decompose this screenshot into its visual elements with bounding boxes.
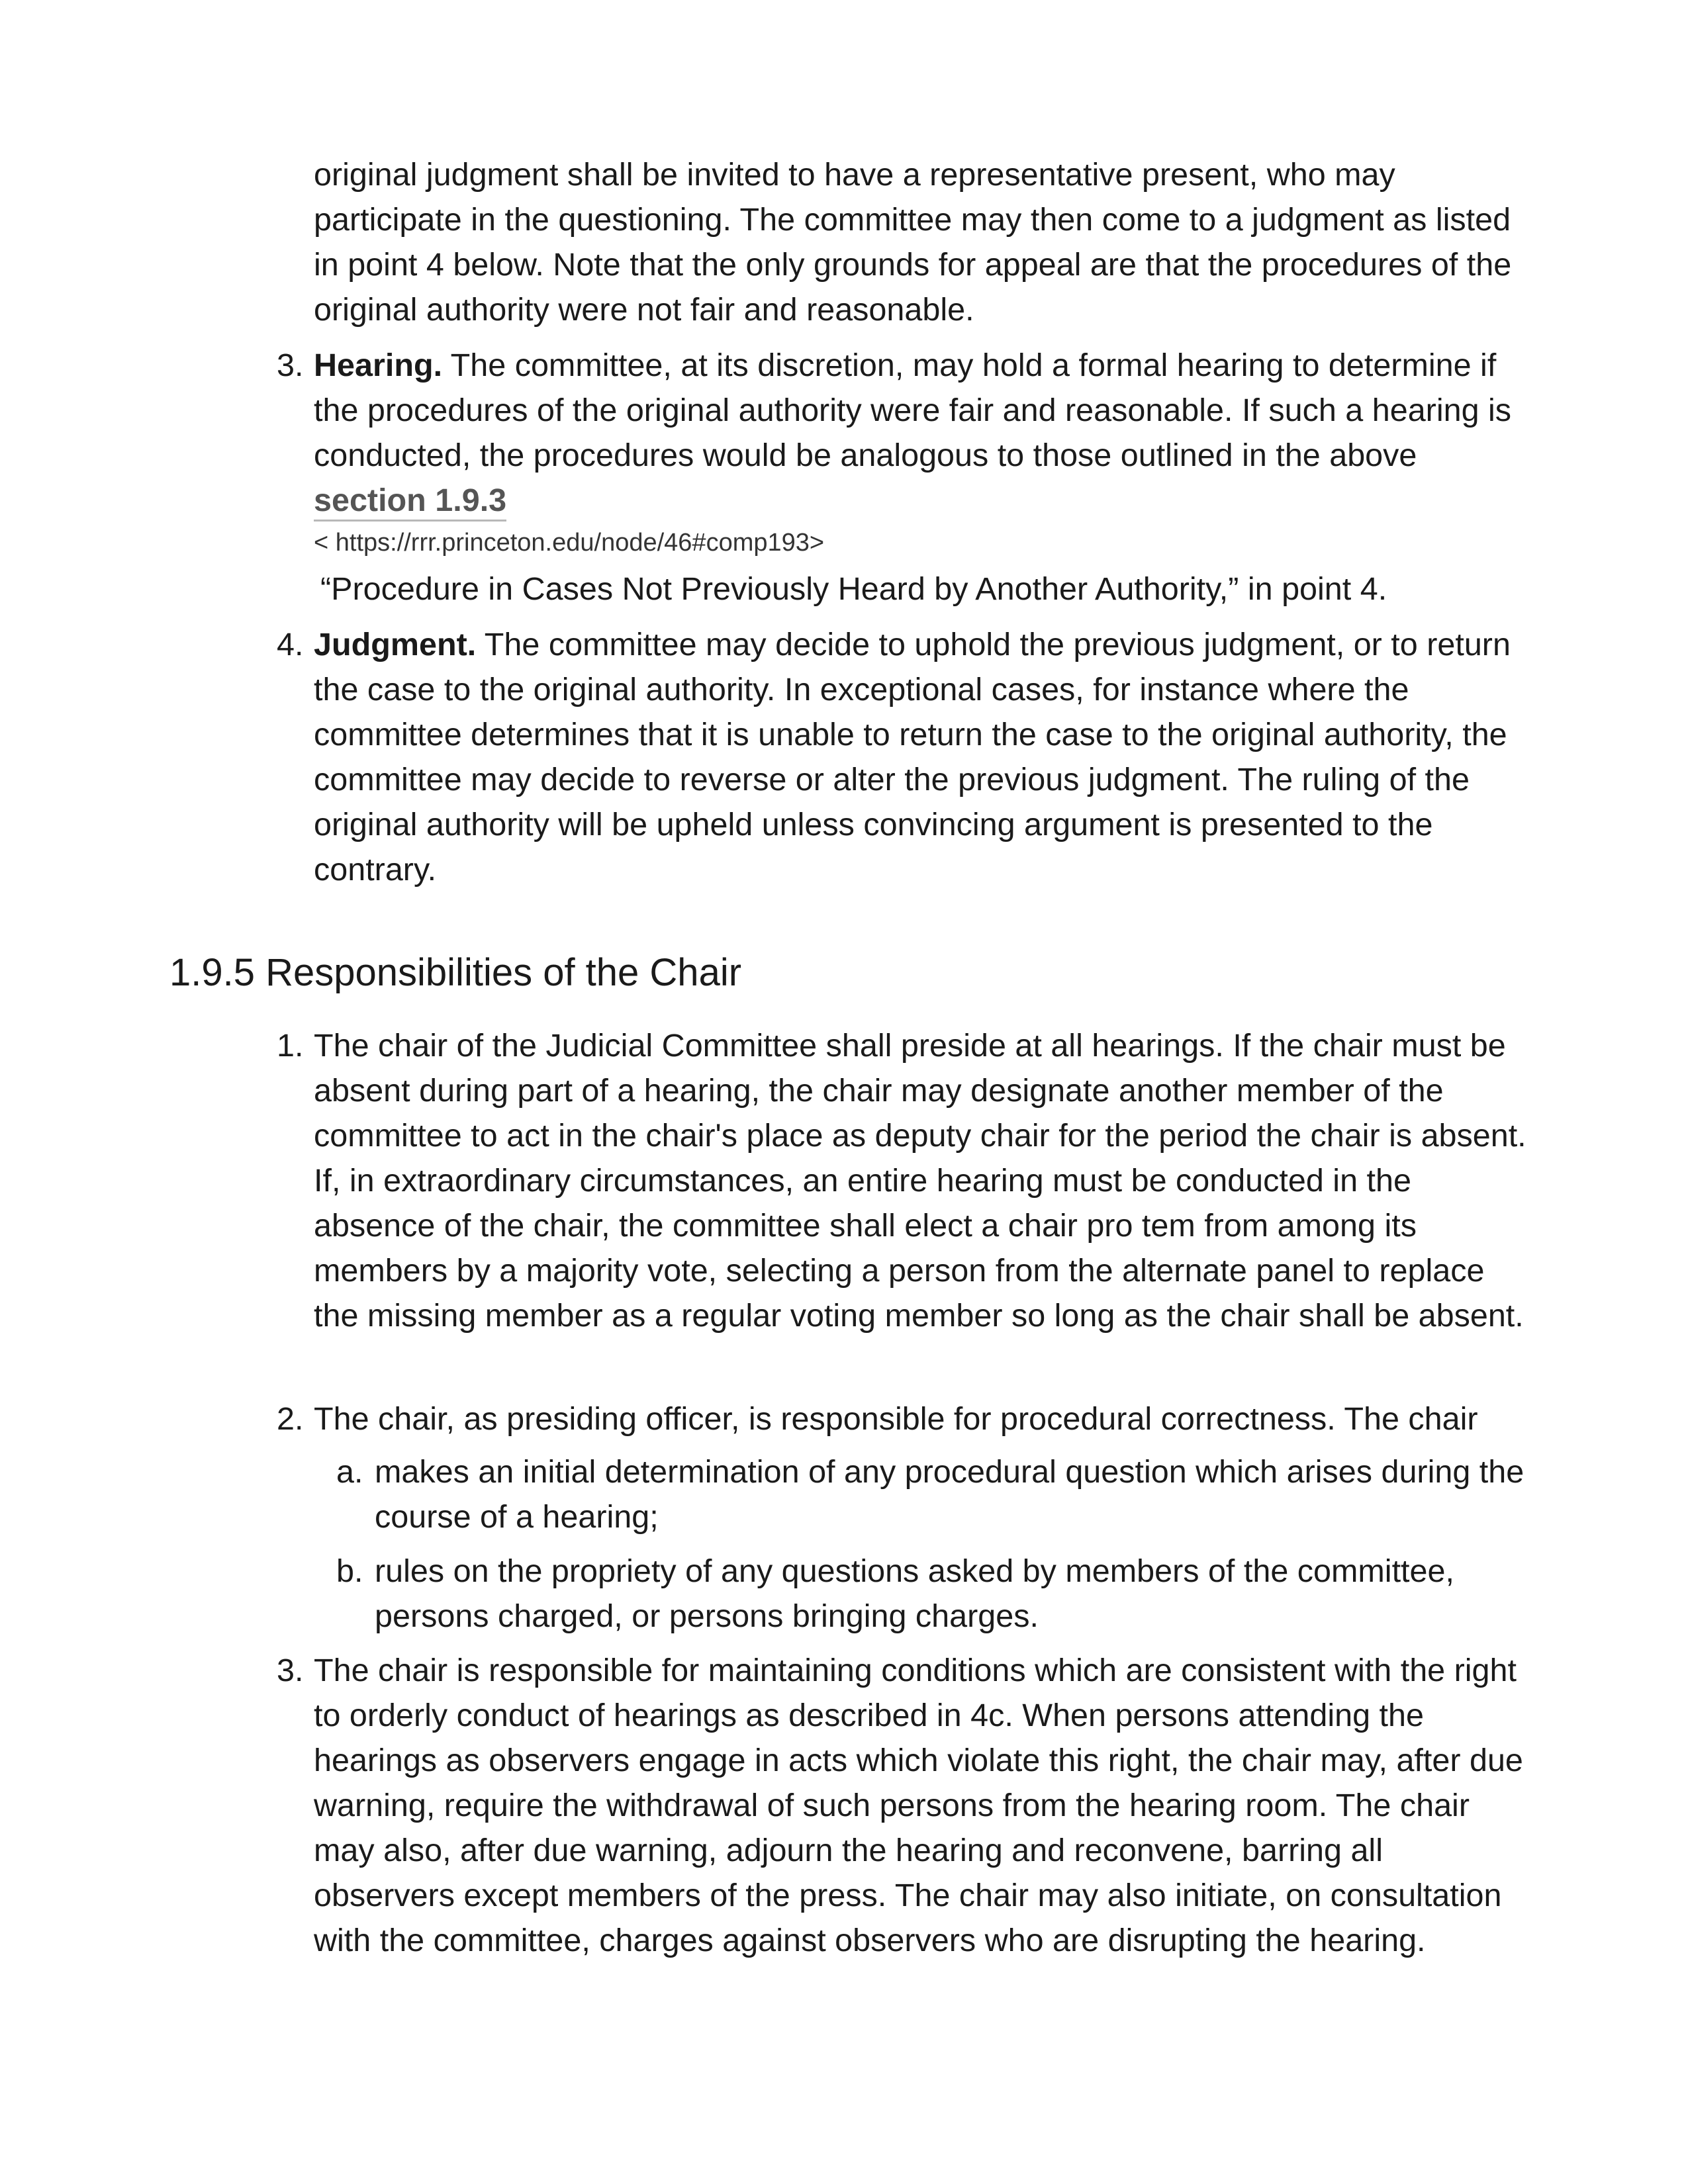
list-number-4: 4. xyxy=(277,627,304,662)
chair-subitem-letter-b: b. xyxy=(336,1553,363,1589)
chair-list-number-1: 1. xyxy=(277,1028,304,1064)
section-heading: 1.9.5 Responsibilities of the Chair xyxy=(169,951,742,994)
item-3-text: The committee, at its discretion, may hold a formal hearing to determine if the procedures of the original authority were fair and reasonable. If such a hearing is conducted, the procedures would be analogous to those outlined in the above xyxy=(314,347,1512,473)
chair-subitem-letter-a: a. xyxy=(336,1454,363,1490)
section-1-9-3-link[interactable]: section 1.9.3 xyxy=(314,482,506,522)
link-url-note: < https://rrr.princeton.edu/node/46#comp193> xyxy=(314,529,825,557)
chair-list-number-3: 3. xyxy=(277,1653,304,1688)
chair-item-3: The chair is responsible for maintaining conditions which are consistent with the right to orderly conduct of hearings as described in 4c. When persons attending the hearings as observers engage in acts which violate this right, the chair may, after due warning, require the withdrawal of such persons from the hearing room. The chair may also, after due warning, adjourn the hearing and reconvene, barring all observers except members of the press. The chair may also initiate, on consultation with the committee, charges against observers who are disrupting the hearing. xyxy=(314,1653,1523,1958)
chair-subitem-b: rules on the propriety of any questions asked by members of the committee, persons charged, or persons bringing charges. xyxy=(375,1553,1454,1634)
item-4-text: The committee may decide to uphold the previous judgment, or to return the case to the original authority. In exceptional cases, for instance where the committee determines that it is unable to return the case to the original authority, the committee may decide to reverse or alter the previous judgment. The ruling of the original authority will be upheld unless convincing argument is presented to the contrary. xyxy=(314,627,1511,887)
item-3-after-link: “Procedure in Cases Not Previously Heard by Another Authority,” in point 4. xyxy=(320,571,1387,607)
chair-subitem-a: makes an initial determination of any procedural question which arises during the course of a hearing; xyxy=(375,1454,1524,1535)
item-2-continuation: original judgment shall be invited to have a representative present, who may participate in the questioning. The committee may then come to a judgment as listed in point 4 below. Note that the only grounds for appeal are that the procedures of the original authority were not fair and reasonable. xyxy=(314,157,1512,328)
item-4-judgment xyxy=(314,622,1532,892)
item-3-label: Hearing. xyxy=(314,347,443,383)
chair-item-1: The chair of the Judicial Committee shall preside at all hearings. If the chair must be absent during part of a hearing, the chair may designate another member of the committee to act in the chair's place as deputy chair for the period the chair is absent. If, in extraordinary circumstances, an entire hearing must be conducted in the absence of the chair, the committee shall elect a chair pro tem from among its members by a majority vote, selecting a person from the alternate panel to replace the missing member as a regular voting member so long as the chair shall be absent. xyxy=(314,1028,1526,1334)
item-4-label: Judgment. xyxy=(314,627,477,662)
list-number-3: 3. xyxy=(277,347,304,383)
item-3-hearing xyxy=(314,343,1532,523)
chair-list-number-2: 2. xyxy=(277,1401,304,1437)
chair-item-2: The chair, as presiding officer, is responsible for procedural correctness. The chair xyxy=(314,1401,1478,1437)
